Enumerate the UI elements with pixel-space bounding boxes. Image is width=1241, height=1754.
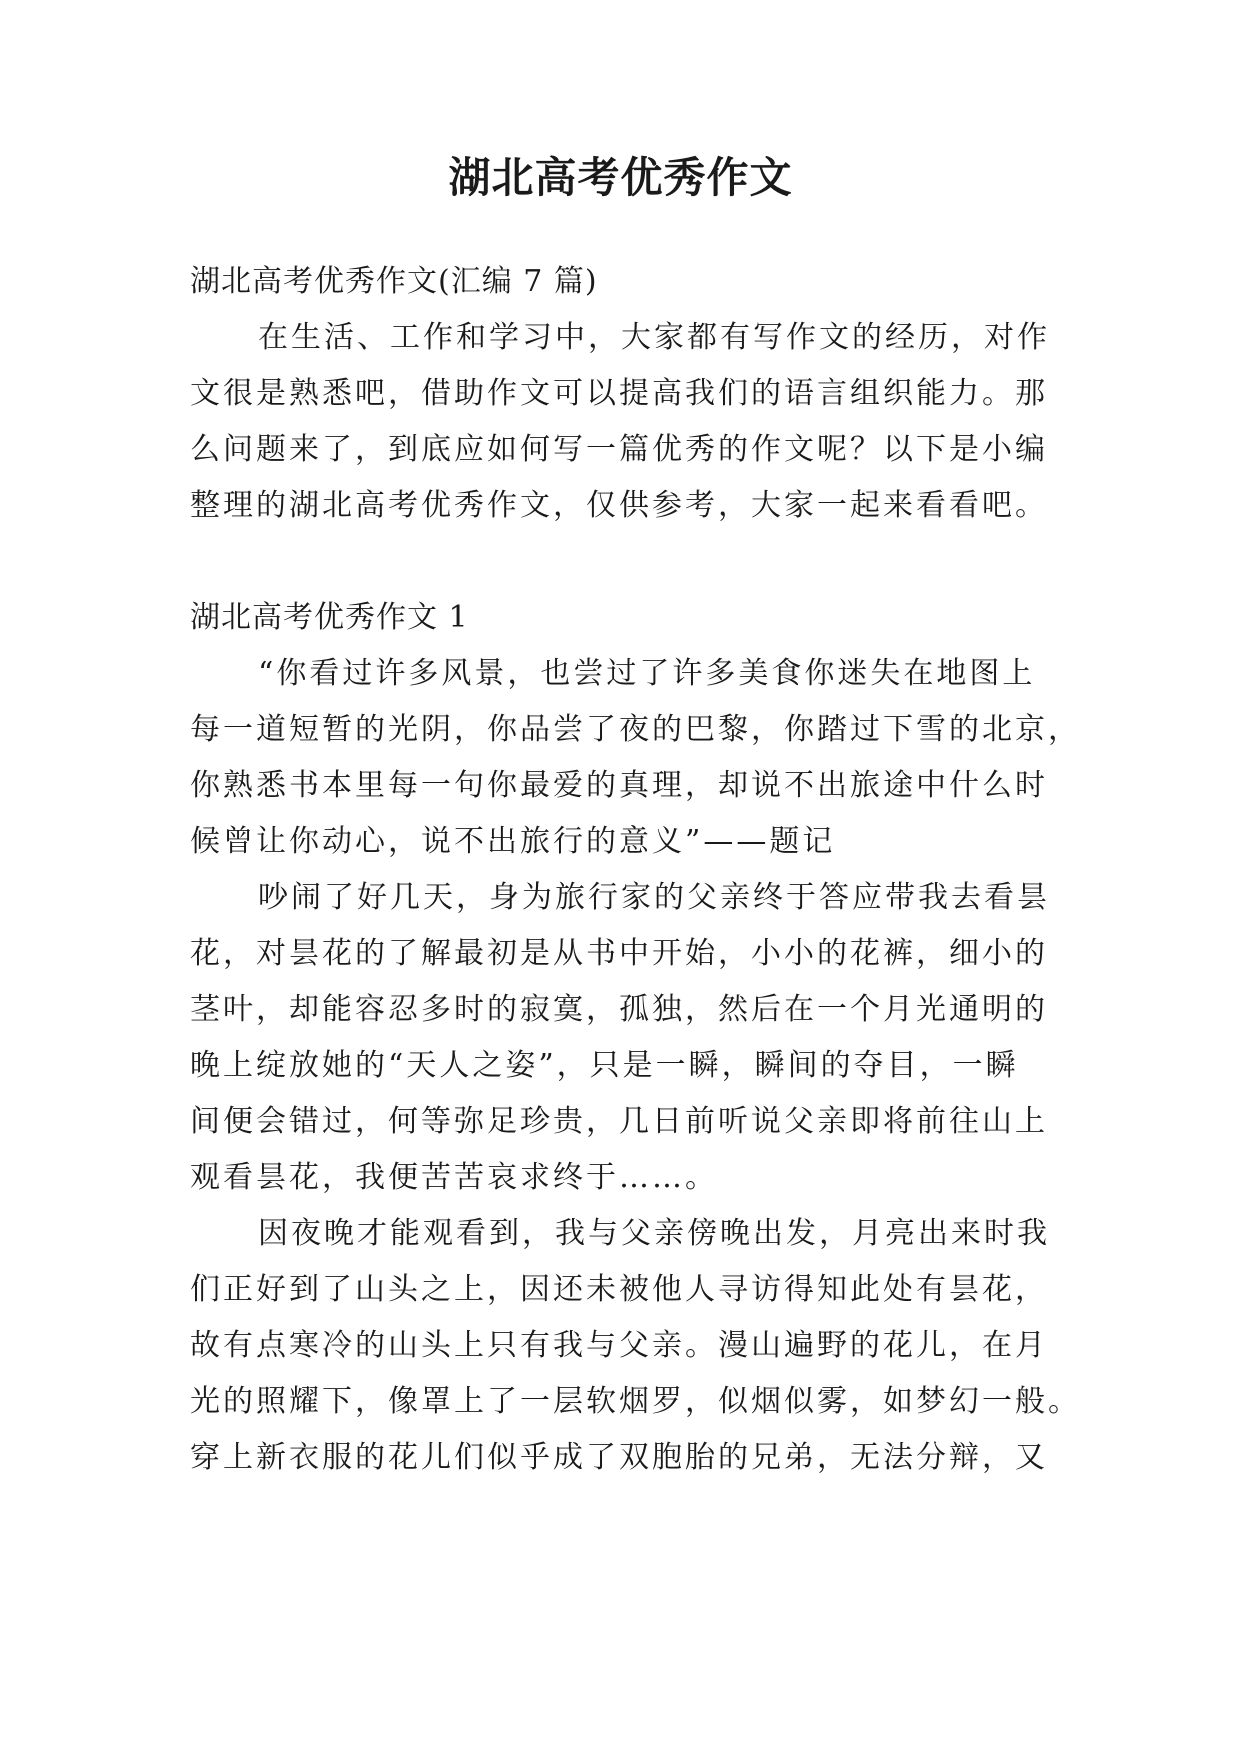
paragraph-line: 们正好到了山头之上，因还未被他人寻访得知此处有昙花， (190, 1272, 1048, 1307)
intro-line: 在生活、工作和学习中，大家都有写作文的经历，对作 (258, 320, 1050, 355)
paragraph-line: 故有点寒冷的山头上只有我与父亲。漫山遍野的花儿，在月 (190, 1328, 1048, 1363)
body-paragraph (190, 870, 1070, 1206)
paragraph-line: 光的照耀下，像罩上了一层软烟罗，似烟似雾，如梦幻一般。 (190, 1384, 1081, 1419)
paragraph-line: 花，对昙花的了解最初是从书中开始，小小的花裤，细小的 (190, 936, 1048, 971)
paragraph-line: 茎叶，却能容忍多时的寂寞，孤独，然后在一个月光通明的 (190, 992, 1048, 1027)
document-title: 湖北高考优秀作文 (448, 153, 793, 202)
paragraph-line: 因夜晚才能观看到，我与父亲傍晚出发，月亮出来时我 (258, 1216, 1050, 1251)
paragraph-line: “你看过许多风景，也尝过了许多美食你迷失在地图上 (258, 656, 1036, 691)
document-subtitle: 湖北高考优秀作文(汇编 7 篇) (190, 264, 598, 299)
intro-line: 整理的湖北高考优秀作文，仅供参考，大家一起来看看吧。 (190, 488, 1048, 523)
intro-line: 么问题来了，到底应如何写一篇优秀的作文呢？以下是小编 (190, 432, 1048, 467)
paragraph-line: 候曾让你动心，说不出旅行的意义”——题记 (190, 824, 836, 859)
paragraph-line: 穿上新衣服的花儿们似乎成了双胞胎的兄弟，无法分辩，又 (190, 1440, 1048, 1475)
document-body (190, 254, 1081, 1486)
paragraph-line: 晚上绽放她的“天人之姿”，只是一瞬，瞬间的夺目，一瞬 (190, 1048, 1019, 1083)
paragraph-line: 每一道短暂的光阴，你品尝了夜的巴黎，你踏过下雪的北京， (190, 712, 1081, 747)
section-heading: 湖北高考优秀作文 1 (190, 600, 469, 635)
paragraph-line: 你熟悉书本里每一句你最爱的真理，却说不出旅途中什么时 (190, 768, 1048, 803)
epigraph-paragraph (190, 646, 1081, 870)
paragraph-line: 间便会错过，何等弥足珍贵，几日前听说父亲即将前往山上 (190, 1104, 1048, 1139)
paragraph-line: 观看昙花，我便苦苦哀求终于……。 (190, 1160, 718, 1195)
intro-line: 文很是熟悉吧，借助作文可以提高我们的语言组织能力。那 (190, 376, 1048, 411)
intro-paragraph (190, 310, 1070, 534)
body-paragraph (190, 1206, 1081, 1486)
paragraph-line: 吵闹了好几天，身为旅行家的父亲终于答应带我去看昙 (258, 880, 1050, 915)
blank-line (190, 534, 1070, 590)
